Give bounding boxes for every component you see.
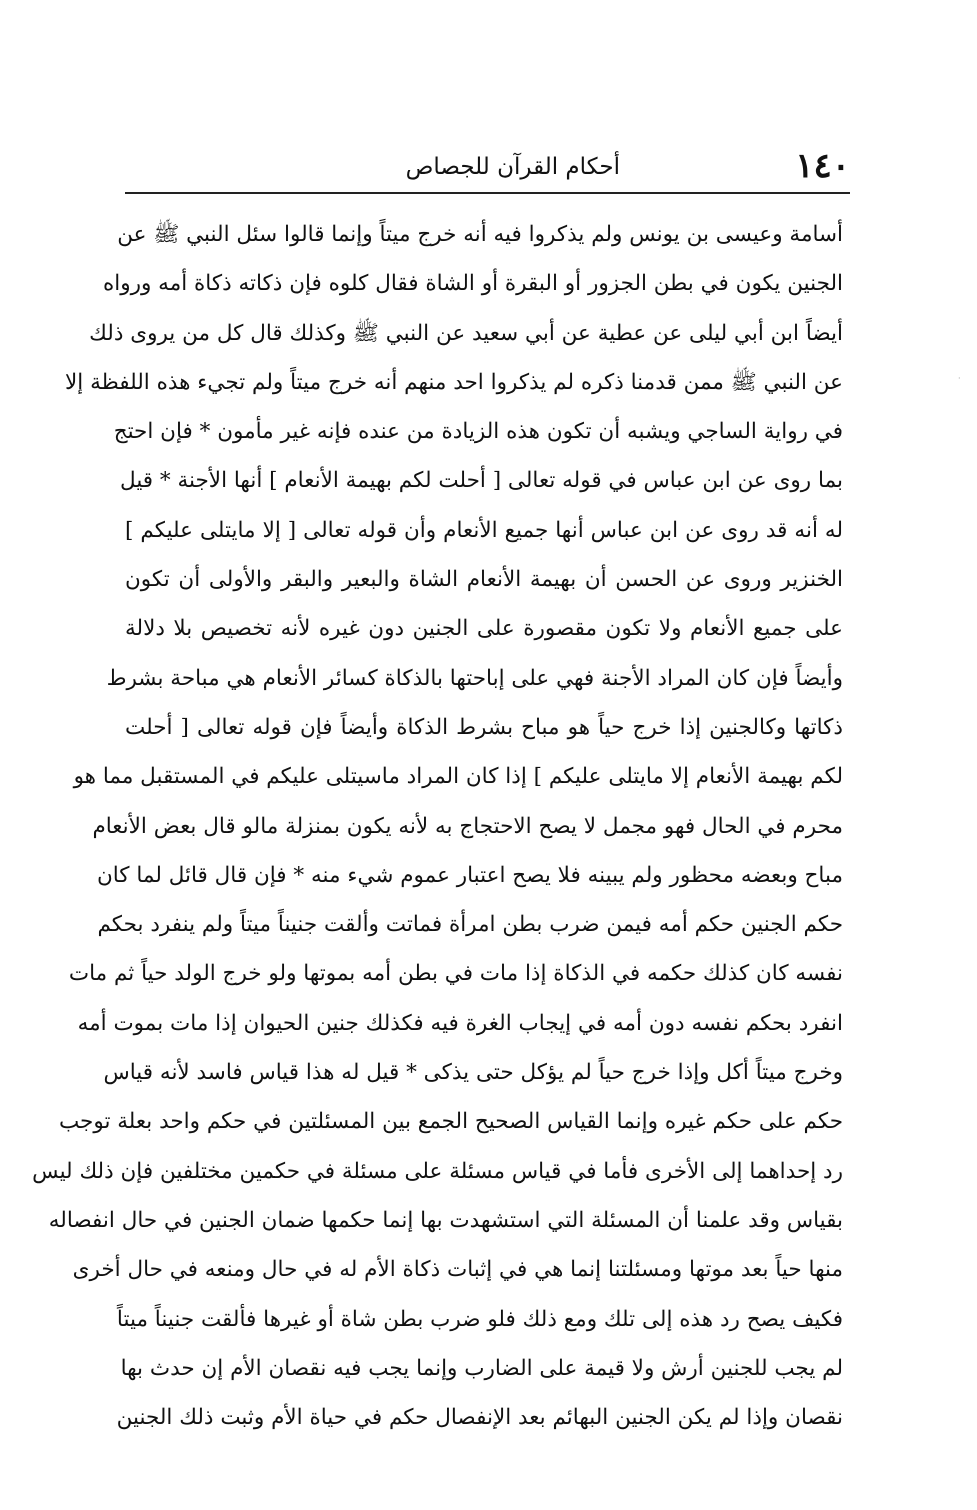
text-line: ذكاتها وكالجنين إذا خرج حياً هو مباح بشرط الذكاة وأيضاً فإن قوله تعالى [ أحلت — [125, 714, 843, 740]
text-line: وخرج ميتاً أكل وإذا خرج حياً لم يؤكل حتى يذكى * قيل له هذا قياس فاسد لأنه قياس — [103, 1060, 843, 1086]
text-line: على جميع الأنعام ولا تكون مقصورة على الجنين دون غيره لأنه تخصيص بلا دلالة — [125, 616, 843, 642]
text-line: الجنين يكون في بطن الجزور أو البقرة أو الشاة فقال كلوه فإن ذكاته ذكاة أمه ورواه — [102, 271, 843, 297]
running-title: أحكام القرآن للجصاص — [405, 154, 620, 180]
text-line: رد إحداهما إلى الأخرى فأما في قياس مسئلة على مسئلة في حكمين مختلفين فإن ذلك ليس — [32, 1158, 843, 1184]
body-text — [32, 210, 843, 1442]
text-line: لكم بهيمة الأنعام إلا مايتلى عليكم ] إذا كان المراد ماسيتلى عليكم في المستقبل مما هو — [73, 764, 843, 790]
text-line: محرم في الحال فهو مجمل لا يصح الاحتجاج به لأنه يكون بمنزلة مالو قال بعض الأنعام — [92, 813, 843, 839]
text-line: نقصان وإذا لم يكن الجنين البهائم بعد الإنفصال حكم في حياة الأم وثبت ذلك الجنين — [116, 1405, 843, 1431]
text-line: عن النبي ﷺ ممن قدمنا ذكره لم يذكروا احد منهم أنه خرج ميتاً ولم تجيء هذه اللفظة إلا — [65, 369, 843, 395]
text-line: أسامة وعيسى بن يونس ولم يذكروا فيه أنه خرج ميتاً وإنما قالوا سئل النبي ﷺ عن — [117, 222, 843, 247]
text-line: مباح وبعضه محظور ولم يبينه فلا يصح اعتبار عموم شيء منه * فإن قال قائل لما كان — [96, 862, 843, 888]
margin-speck: · — [958, 374, 961, 383]
text-line: نفسه كان كذلك حكمه في الذكاة إذا مات في بطن أمه بموتها ولو خرج الولد حياً ثم مات — [68, 961, 843, 987]
text-line: انفرد بحكم نفسه دون أمه في إيجاب الغرة فيه فكذلك جنين الحيوان إذا مات بموت أمه — [77, 1010, 843, 1036]
text-line: له أنه قد روى عن ابن عباس أنها جميع الأنعام وأن قوله تعالى [ إلا مايتلى عليكم ] — [125, 517, 843, 543]
text-line: فكيف يصح رد هذه إلى تلك ومع ذلك فلو ضرب بطن شاة أو غيرها فألقت جنيناً ميتاً — [116, 1306, 843, 1332]
text-line: حكم الجنين حكم أمه فيمن ضرب بطن امرأة فماتت وألقت جنيناً ميتاً ولم ينفرد بحكم — [97, 912, 843, 938]
page-header — [125, 146, 850, 186]
page-number: ١٤٠ — [795, 146, 850, 186]
text-line: بما روى عن ابن عباس في قوله تعالى [ أحلت لكم بهيمة الأنعام ] أنها الأجنة * قيل — [120, 468, 843, 494]
text-line: لم يجب للجنين أرش ولا قيمة على الضارب وإنما يجب فيه نقصان الأم إن حدث بها — [120, 1355, 843, 1381]
text-line: في رواية الساجي ويشبه أن تكون هذه الزيادة من عنده فإنه غير مأمون * فإن احتج — [113, 419, 843, 445]
header-divider — [125, 192, 850, 194]
text-line: أيضاً ابن أبي ليلى عن عطية عن أبي سعيد عن النبي ﷺ وكذلك قال كل من يروى ذلك — [89, 320, 843, 346]
text-line: بقياس وقد علمنا أن المسئلة التي استشهدت بها إنما حكمها ضمان الجنين في حال انفصاله — [48, 1207, 843, 1233]
text-line: منها حياً بعد موتها ومسئلتنا إنما هي في إثبات ذكاة الأم له في حال ومنعه في حال أخرى — [72, 1257, 843, 1283]
text-line: حكم على حكم غيره وإنما القياس الصحيح الجمع بين المسئلتين في حكم واحد بعلة توجب — [58, 1109, 843, 1135]
text-line: وأيضاً فإن كان المراد الأجنة فهي على إباحتها بالذكاة كسائر الأنعام هي مباحة بشرط — [106, 665, 843, 691]
text-line: الخنزير وروى عن الحسن أن بهيمة الأنعام الشاة والبعير والبقر والأولى أن تكون — [125, 567, 843, 593]
